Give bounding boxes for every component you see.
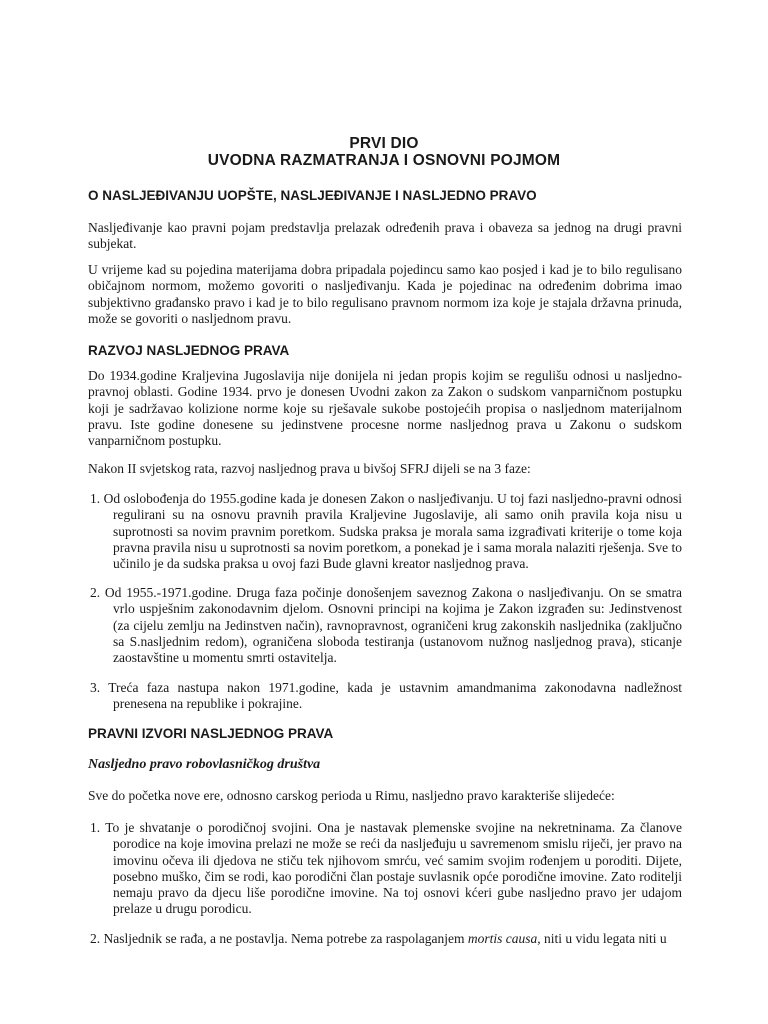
paragraph-definition: Nasljeđivanje kao pravni pojam predstavlja prelazak određenih prava i obaveza sa jednog na drugi pravni subjekat. [88,220,682,252]
section-heading-development: RAZVOJ NASLJEDNOG PRAVA [88,343,290,358]
item2-text-before: 2. Nasljednik se rađa, a ne postavlja. Nema potrebe za raspolaganjem [90,931,468,946]
paragraph-roman-intro: Sve do početka nove ere, odnosno carskog perioda u Rimu, nasljedno pravo karakteriše slijedeće: [88,788,615,803]
paragraph-history-intro: U vrijeme kad su pojedina materijama dobra pripadala pojedincu samo kao posjed i kad je to bilo regulisano običajnom normom, možemo govoriti o nasljeđivanju. Kada je pojedinac na određenim dobrima imao subjektivno građansko pravo i kad je to bilo regulisano pravnom normom iza koje je stajala državna prinuda, može se govoriti o nasljednom pravu. [88,262,682,326]
list-item-family-property: 1. To je shvatanje o porodičnoj svojini. Ona je nastavak plemenske svojine na nekretninama. Za članove porodice na koje imovina prelazi ne može se reći da nasljeđuju u savremenom smislu riječi, jer pravo na imovinu očeva ili djedova ne stiču tek njihovom smrću, već samim svojim rođenjem u poroditi. Dijete, posebno muško, čim se rodi, kao porodični član postaje suvlasnik opće porodične imovine. Zato roditelji nemaju pravo da djecu liše porodične imovine. Na toj osnovi kćeri gube nasljedno pravo jer udajom prelaze u drugu porodicu. [90,820,682,917]
section-heading-sources: PRAVNI IZVORI NASLJEDNOG PRAVA [88,726,334,741]
item2-text-italic: mortis causa [467,931,538,946]
paragraph-1934: Do 1934.godine Kraljevina Jugoslavija nije donijela ni jedan propis kojim se regulišu odnosi u nasljedno-pravnoj oblasti. Godine 1934. prvo je donesen Uvodni zakon za Zakon o sudskom vanparničnom postupku koji je sadržavao kolizione norme koje su rješavale sukobe postojećih propisa o nasljednom materijalnom pravu. Iste godine donesene su jedinstvene procesne norme nasljednog prava u Zakonu o sudskom vanparničnom postupku. [88,368,682,449]
part-title: UVODNA RAZMATRANJA I OSNOVNI POJMOM [207,152,561,169]
list-item-phase-1: 1. Od oslobođenja do 1955.godine kada je donesen Zakon o nasljeđivanju. U toj fazi nasljedno-pravni odnosi regulirani su na osnovu pravnih pravila Kraljevine Jugoslavije, ali samo onih pravila koja nisu u suprotnosti sa novim pravnim poretkom. Sudska praksa je morala sama izgrađivati kriterije o tome koja pravna pravila nisu u suprotnosti sa novim poretkom, a ponekad je i sama morala nalaziti rješenja. Sve to učinilo je da sudska praksa u ovoj fazi Bude glavni kreator nasljednog prava. [90,491,682,572]
section-heading-inheritance: O NASLJEĐIVANJU UOPŠTE, NASLJEĐIVANJE I NASLJEDNO PRAVO [88,188,537,203]
list-item-phase-3: 3. Treća faza nastupa nakon 1971.godine, kada je ustavnim amandmanima zakonodavna nadležnost prenesena na republike i pokrajine. [90,680,682,712]
item2-text-after: , niti u vidu legata niti u [537,931,667,946]
paragraph-phases-intro: Nakon II svjetskog rata, razvoj nasljednog prava u bivšoj SFRJ dijeli se na 3 faze: [88,461,531,476]
subheading-roman-law: Nasljedno pravo robovlasničkog društva [88,757,321,772]
part-label: PRVI DIO [349,135,419,152]
list-item-phase-2: 2. Od 1955.-1971.godine. Druga faza počinje donošenjem saveznog Zakona o nasljeđivanju. On se smatra vrlo uspješnim zakonodavnim djelom. Osnovni principi na kojima je Zakon izgrađen su: Jedinstvenost (za cijelu zemlju na Jedinstven način), ravnopravnost, ograničeni krug zakonskih nasljednika (zaključno sa S.nasljednim redom), ograničena sloboda testiranja (ustanovom nužnog nasljednog prava), sticanje zaostavštine u momentu smrti ostavitelja. [90,585,682,666]
list-item-heir-born [90,931,682,947]
